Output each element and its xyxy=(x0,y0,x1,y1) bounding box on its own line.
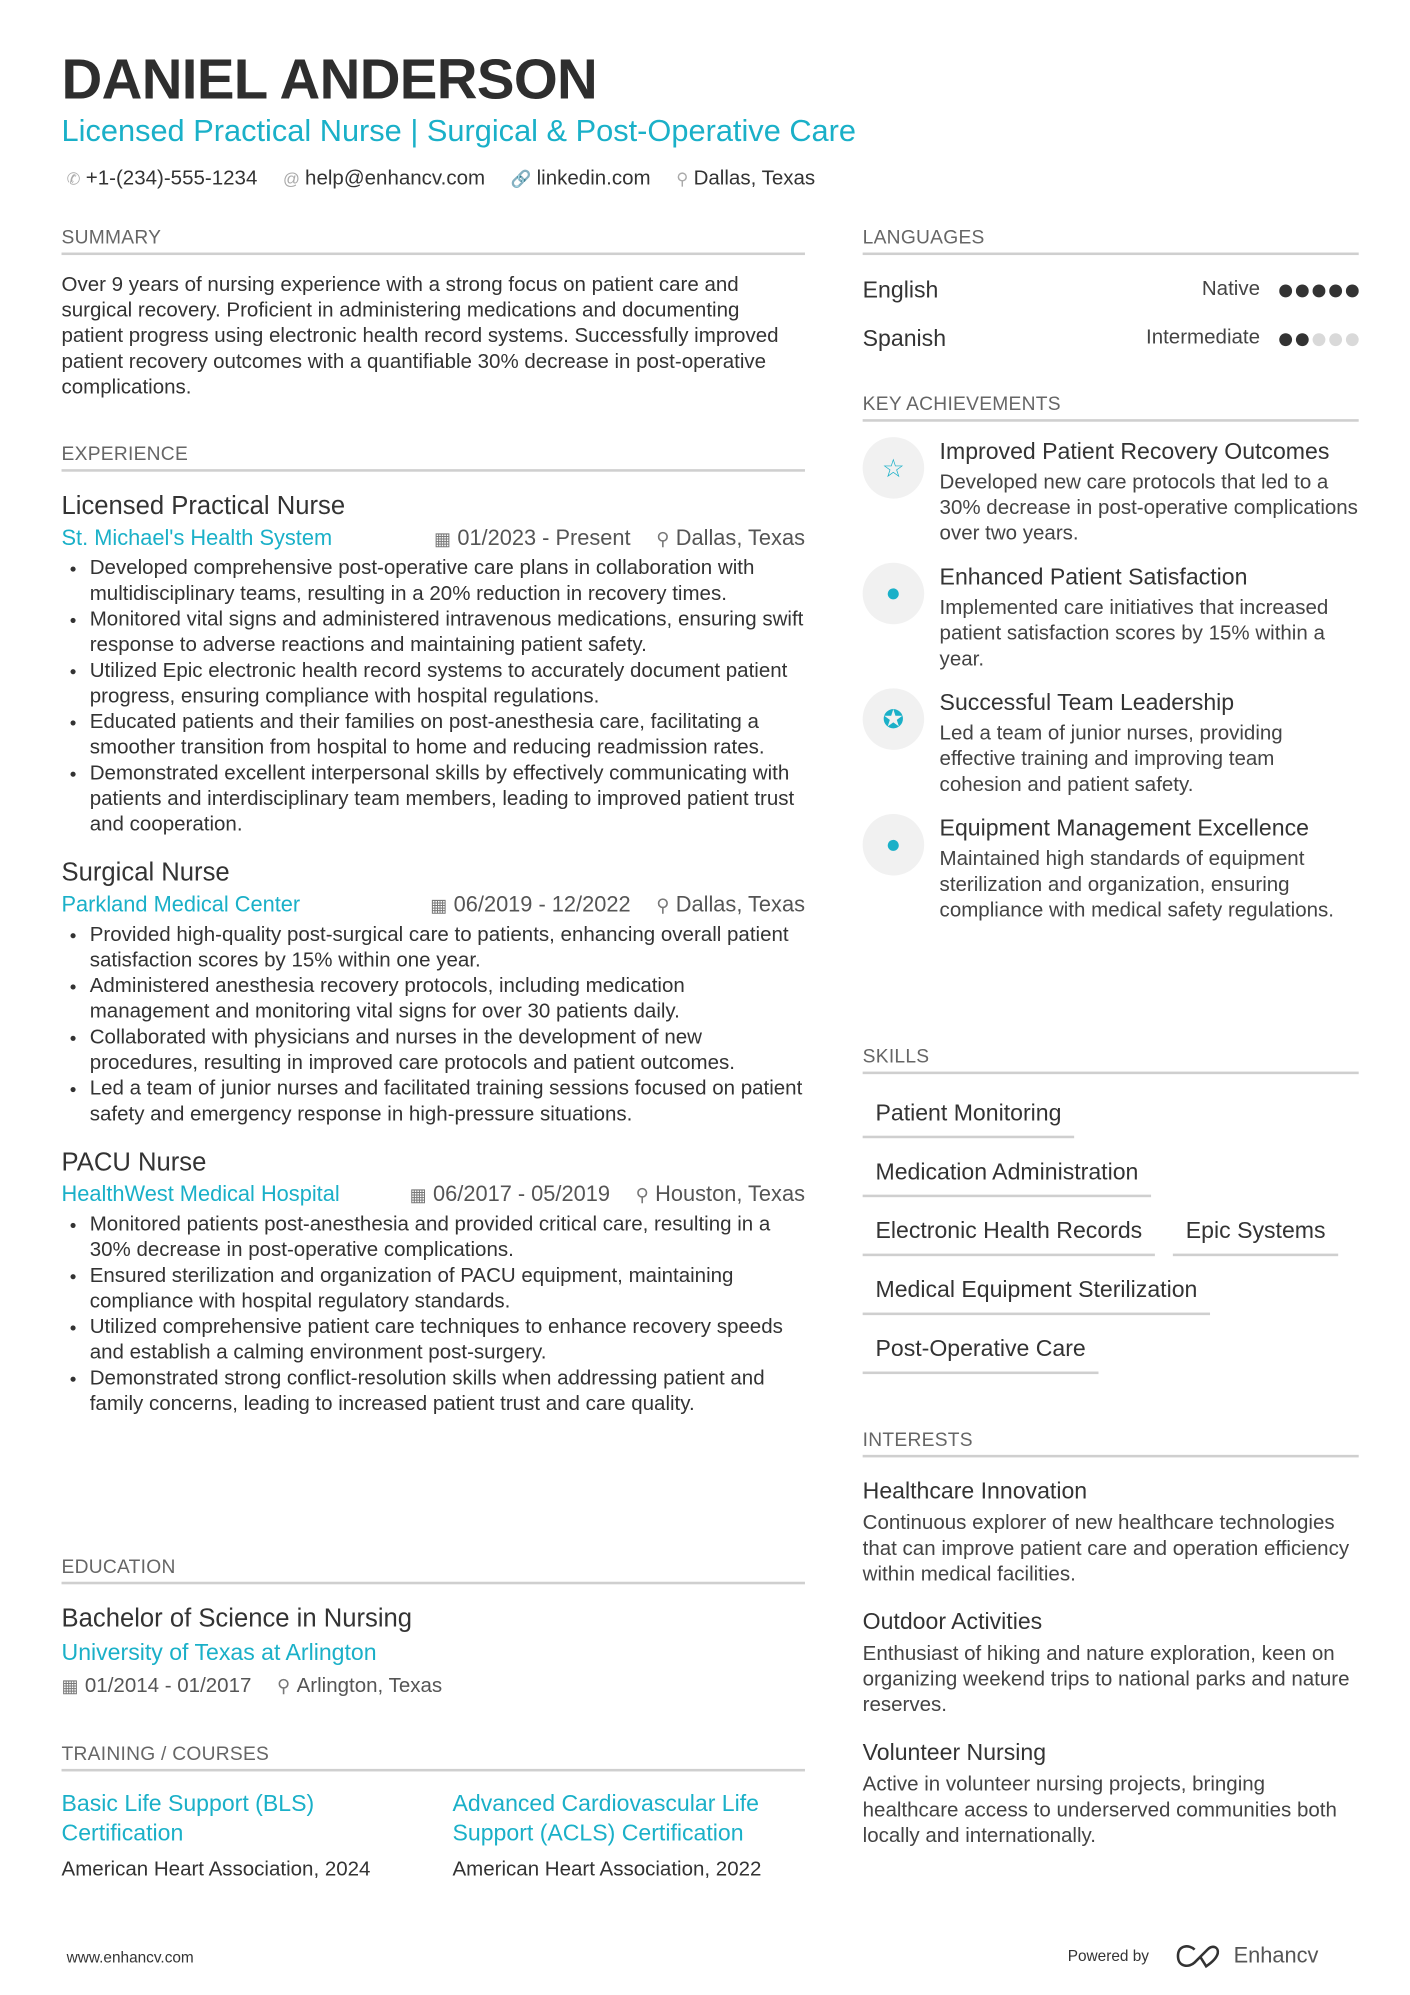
job-title: PACU Nurse xyxy=(61,1148,207,1177)
experience-section xyxy=(62,444,805,1418)
achievement-item xyxy=(863,688,1359,798)
training-org: American Heart Association, 2024 xyxy=(61,1858,371,1881)
calendar-icon: ▦ xyxy=(61,1675,79,1696)
job-meta xyxy=(62,1179,805,1210)
footer-branding xyxy=(1068,1943,1319,1969)
education-section xyxy=(62,1556,805,1703)
link-icon: 🔗 xyxy=(510,169,532,189)
job-meta xyxy=(62,523,805,554)
degree: Bachelor of Science in Nursing xyxy=(61,1604,413,1634)
contact-item[interactable] xyxy=(676,168,815,191)
bullet-item: • Provided high-quality post-surgical care to patients, enhancing overall patient satisfaction scores by 15% within one year. xyxy=(90,923,805,974)
head-icon: ● xyxy=(863,814,925,876)
at-icon: @ xyxy=(282,169,300,189)
bullet-item: • Educated patients and their families on post-anesthesia care, facilitating a smoother transition from hospital to home and reducing readmission rates. xyxy=(90,710,805,761)
job-dates-text: 06/2019 - 12/2022 xyxy=(453,892,631,917)
interests-section xyxy=(863,1429,1359,1849)
achievement-title: Enhanced Patient Satisfaction xyxy=(939,563,1248,590)
bullet-item: • Led a team of junior nurses and facilitated training sessions focused on patient safety and emergency response in high-pressure situations. xyxy=(90,1077,805,1128)
contact-item[interactable] xyxy=(283,168,485,191)
job-bullets xyxy=(62,556,805,838)
skill-tag: Patient Monitoring xyxy=(863,1090,1075,1139)
job-dates xyxy=(430,890,630,921)
job-location-text: Dallas, Texas xyxy=(675,892,805,917)
achievements-section xyxy=(863,394,1359,925)
calendar-icon: ▦ xyxy=(409,1184,427,1205)
section-heading: EDUCATION xyxy=(62,1556,805,1584)
phone-icon: ✆ xyxy=(66,169,81,189)
interest-title: Healthcare Innovation xyxy=(862,1477,1088,1504)
contact-text: Dallas, Texas xyxy=(693,167,816,190)
location-icon: ⚲ xyxy=(635,1184,649,1205)
job-location xyxy=(656,890,805,921)
skill-tag: Epic Systems xyxy=(1173,1207,1338,1256)
job-location xyxy=(656,523,805,554)
language-level: Intermediate xyxy=(1146,326,1261,349)
training-title: Advanced Cardiovascular Life Support (ACLS) Certification xyxy=(452,1790,760,1846)
interest-title: Volunteer Nursing xyxy=(862,1739,1047,1766)
job-entry xyxy=(62,490,805,839)
school: University of Texas at Arlington xyxy=(61,1639,377,1666)
calendar-icon: ▦ xyxy=(433,528,451,549)
contact-item[interactable] xyxy=(67,168,258,191)
section-heading: SUMMARY xyxy=(62,227,805,255)
skill-tag: Electronic Health Records xyxy=(863,1207,1155,1256)
section-heading: INTERESTS xyxy=(863,1429,1359,1457)
achievement-desc: Maintained high standards of equipment sterilization and organization, ensuring compliance with medical safety regulations. xyxy=(939,848,1334,922)
job-entry xyxy=(62,856,805,1128)
job-dates-text: 06/2017 - 05/2019 xyxy=(433,1181,610,1207)
enhancv-brand: Enhancv xyxy=(1233,1943,1319,1968)
job-location xyxy=(636,1179,805,1210)
bullet-item: • Ensured sterilization and organization of PACU equipment, maintaining compliance with hospital regulatory standards. xyxy=(90,1264,805,1315)
rating-dot xyxy=(1279,333,1292,346)
rating-dot xyxy=(1329,333,1342,346)
achievement-text xyxy=(940,688,1359,798)
star-icon: ☆ xyxy=(863,437,925,499)
location-icon: ⚲ xyxy=(656,894,670,916)
rating-dot xyxy=(1296,333,1309,346)
language-name: Spanish xyxy=(862,324,947,351)
bullet-item: • Monitored patients post-anesthesia and provided critical care, resulting in a 30% decrease in post-operative complications. xyxy=(90,1213,805,1264)
training-item xyxy=(452,1789,792,1881)
job-dates-text: 01/2023 - Present xyxy=(457,525,631,550)
achievement-title: Improved Patient Recovery Outcomes xyxy=(939,438,1330,465)
achievement-desc: Developed new care protocols that led to a 30% decrease in post-operative complications over two years. xyxy=(939,471,1358,545)
rating-dot xyxy=(1313,284,1326,297)
rating-dot xyxy=(1329,284,1342,297)
achievement-desc: Led a team of junior nurses, providing effective training and improving team cohesion and patient safety. xyxy=(939,722,1283,796)
enhancv-logo xyxy=(1175,1943,1319,1969)
job-entry xyxy=(62,1146,805,1418)
section-heading: EXPERIENCE xyxy=(62,444,805,472)
candidate-name: DANIEL ANDERSON xyxy=(61,48,598,112)
achievement-text xyxy=(940,563,1359,673)
contact-text: linkedin.com xyxy=(536,167,651,190)
location-icon: ⚲ xyxy=(277,1675,291,1696)
education-dates: 01/2014 - 01/2017 xyxy=(84,1675,252,1698)
achievement-item xyxy=(863,563,1359,673)
achievement-text xyxy=(940,814,1359,924)
award-icon: ✪ xyxy=(863,688,925,750)
section-heading: SKILLS xyxy=(863,1046,1359,1074)
bullet-item: • Monitored vital signs and administered intravenous medications, ensuring swift response to adverse reactions and maintaining patient safety. xyxy=(90,608,805,659)
rating-dot xyxy=(1296,284,1309,297)
rating-dot xyxy=(1313,333,1326,346)
skills-section xyxy=(863,1046,1359,1374)
interest-title: Outdoor Activities xyxy=(862,1608,1043,1635)
bullet-item: • Utilized Epic electronic health record systems to accurately document patient progress, ensuring compliance with hospital regulations. xyxy=(90,659,805,710)
job-title: Licensed Practical Nurse xyxy=(61,492,346,521)
skill-tag: Post-Operative Care xyxy=(863,1325,1099,1374)
skill-tag: Medication Administration xyxy=(863,1148,1152,1197)
training-section xyxy=(62,1743,805,1881)
achievement-text xyxy=(940,437,1359,547)
language-level: Native xyxy=(1201,278,1261,300)
language-row xyxy=(863,314,1359,363)
job-dates xyxy=(410,1179,610,1210)
interest-desc: Active in volunteer nursing projects, bringing healthcare access to underserved communities both locally and internationally. xyxy=(862,1774,1337,1848)
training-org: American Heart Association, 2022 xyxy=(452,1858,762,1881)
bullet-item: • Demonstrated strong conflict-resolution skills when addressing patient and family concerns, leading to increased patient trust and care quality. xyxy=(90,1366,805,1417)
summary-section xyxy=(62,227,805,401)
job-bullets xyxy=(62,1213,805,1418)
bullet-item: • Demonstrated excellent interpersonal skills by effectively communicating with patients and interdisciplinary team members, leading to improved patient trust and cooperation. xyxy=(90,761,805,838)
job-title: Surgical Nurse xyxy=(61,858,230,888)
rating-dot xyxy=(1279,284,1292,297)
bullet-item: • Administered anesthesia recovery protocols, including medication management and monitoring vital signs for over 30 patients daily. xyxy=(90,974,805,1025)
job-meta xyxy=(62,890,805,921)
achievement-item xyxy=(863,437,1359,547)
rating-dot xyxy=(1346,284,1359,297)
section-heading: TRAINING / COURSES xyxy=(62,1743,805,1771)
enhancv-logo-icon xyxy=(1175,1943,1224,1969)
location-icon: ⚲ xyxy=(656,528,670,549)
company-name: Parkland Medical Center xyxy=(61,892,301,917)
location-icon: ⚲ xyxy=(676,169,689,189)
section-heading: KEY ACHIEVEMENTS xyxy=(863,394,1359,422)
bullet-item: • Utilized comprehensive patient care techniques to enhance recovery speeds and establish a calming environment post-surgery. xyxy=(90,1315,805,1366)
skill-tag: Medical Equipment Sterilization xyxy=(863,1266,1211,1315)
job-dates-location xyxy=(430,890,805,921)
company-name: HealthWest Medical Hospital xyxy=(61,1181,340,1207)
languages-section xyxy=(863,227,1359,363)
job-dates xyxy=(434,523,631,554)
calendar-icon: ▦ xyxy=(430,894,448,916)
interest-desc: Enthusiast of hiking and nature exploration, keen on organizing weekend trips to national parks and nature reserves. xyxy=(862,1643,1350,1717)
contact-list xyxy=(67,168,816,191)
head-icon: ● xyxy=(863,563,925,625)
contact-text: help@enhancv.com xyxy=(305,167,486,190)
language-rating xyxy=(1275,325,1358,352)
company-name: St. Michael's Health System xyxy=(61,525,333,550)
rating-dot xyxy=(1346,333,1359,346)
summary-text: Over 9 years of nursing experience with a strong focus on patient care and surgical recovery. Proficient in administering medications and documenting patient progress using electronic health record systems. Successfully improved patient recovery outcomes with a quantifiable 30% decrease in post-operative complications. xyxy=(61,274,779,399)
achievement-title: Successful Team Leadership xyxy=(939,689,1235,716)
job-dates-location xyxy=(410,1179,805,1210)
achievement-item xyxy=(863,814,1359,924)
interest-desc: Continuous explorer of new healthcare technologies that can improve patient care and operation efficiency within medical facilities. xyxy=(862,1512,1350,1586)
section-heading: LANGUAGES xyxy=(863,227,1359,255)
education-location: Arlington, Texas xyxy=(296,1675,443,1698)
language-name: English xyxy=(862,276,939,302)
language-rating xyxy=(1275,276,1358,303)
footer-website[interactable]: www.enhancv.com xyxy=(66,1948,194,1967)
language-row xyxy=(863,265,1359,314)
powered-by-text: Powered by xyxy=(1067,1947,1149,1965)
job-bullets xyxy=(62,923,805,1128)
job-location-text: Houston, Texas xyxy=(655,1181,805,1207)
contact-text: +1-(234)-555-1234 xyxy=(85,167,258,190)
bullet-item: • Collaborated with physicians and nurses in the development of new procedures, resulting in improved care protocols and patient outcomes. xyxy=(90,1025,805,1076)
job-location-text: Dallas, Texas xyxy=(675,525,805,550)
achievement-desc: Implemented care initiatives that increased patient satisfaction scores by 15% within a year. xyxy=(939,597,1329,671)
candidate-headline: Licensed Practical Nurse | Surgical & Post-Operative Care xyxy=(61,114,857,149)
contact-item[interactable] xyxy=(511,168,651,191)
training-item xyxy=(62,1789,402,1881)
job-dates-location xyxy=(434,523,805,554)
bullet-item: • Developed comprehensive post-operative care plans in collaboration with multidisciplinary teams, resulting in a 20% reduction in recovery times. xyxy=(90,556,805,607)
achievement-title: Equipment Management Excellence xyxy=(939,815,1309,841)
training-title: Basic Life Support (BLS) Certification xyxy=(61,1790,315,1846)
